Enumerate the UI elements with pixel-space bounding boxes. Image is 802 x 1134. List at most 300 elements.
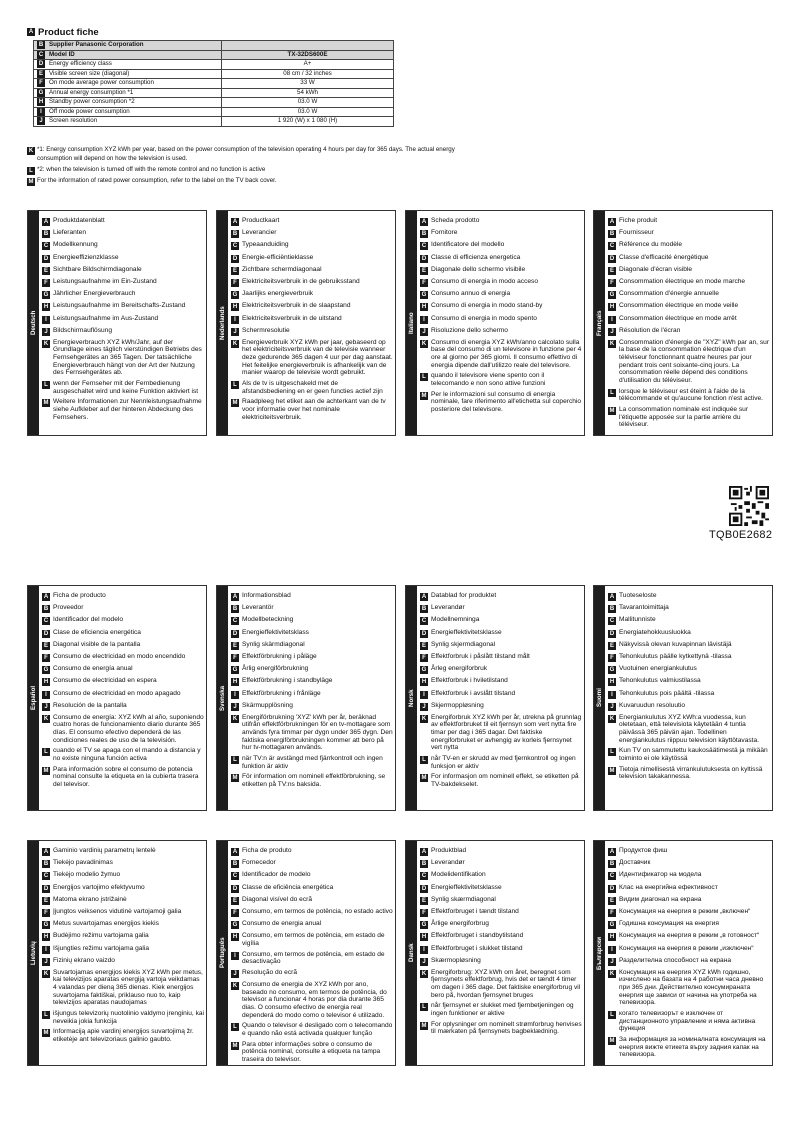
item-badge: F	[42, 279, 50, 287]
item-text: Resolução do ecrã	[242, 969, 297, 977]
item-text: Consumo de electricidad en modo apagado	[53, 689, 181, 697]
fiche-row-value: 03.0 W	[222, 107, 394, 117]
item-badge: F	[231, 909, 239, 917]
fiche-row-value: 54 kWh	[222, 88, 394, 98]
panel-item	[42, 702, 204, 711]
panel-item	[420, 254, 582, 263]
item-text: Årleg energiforbruk	[431, 665, 488, 673]
language-panel	[593, 585, 773, 811]
item-badge: M	[421, 392, 427, 399]
panel-item	[608, 290, 770, 299]
panel-item	[42, 241, 204, 250]
item-text: Годишна консумация на енергия	[619, 920, 719, 928]
item-badge: I	[42, 316, 50, 324]
item-badge: E	[609, 642, 614, 649]
panel-item	[42, 677, 204, 686]
fiche-row	[34, 117, 394, 127]
item-badge: E	[421, 642, 426, 649]
item-badge: J	[42, 328, 50, 336]
item-text: Tiekėjo pavadinimas	[53, 859, 113, 867]
item-badge: B	[43, 606, 49, 613]
panel-item	[42, 616, 204, 625]
fiche-row	[34, 60, 394, 70]
item-badge: H	[43, 934, 49, 941]
row-badge: I	[37, 108, 45, 116]
panel-item	[608, 871, 770, 880]
item-text: Diagonale dello schermo visibile	[431, 265, 526, 273]
item-badge: F	[231, 654, 239, 662]
language-label: Български	[594, 841, 605, 1065]
panel-item	[231, 653, 393, 662]
panel-item	[608, 315, 770, 324]
row-label-text: Model ID	[49, 50, 75, 58]
panel-item	[608, 969, 770, 1007]
item-badge: K	[43, 970, 49, 977]
item-badge: C	[232, 243, 238, 250]
fiche-row-label	[34, 117, 222, 127]
fiche-row	[34, 69, 394, 79]
item-badge: I	[231, 691, 239, 699]
footnote	[27, 166, 265, 175]
item-text: Diagonale d'écran visible	[619, 265, 693, 273]
panel-item	[231, 339, 393, 377]
panel-item	[42, 945, 204, 954]
item-badge: G	[43, 292, 49, 299]
item-text: Ficha de produto	[242, 847, 292, 854]
item-text: Classe d'efficacité énergétique	[619, 253, 709, 261]
panel-item	[420, 896, 582, 905]
fiche-row-value: 03.0 W	[222, 98, 394, 108]
item-badge: H	[609, 304, 615, 311]
language-label: Svenska	[217, 586, 228, 810]
panel-item	[231, 859, 393, 868]
item-badge: L	[231, 756, 239, 764]
item-text: Energiforbruk XYZ kWh per år, utrekna på grunnlag av effektforbruket til eit fjernsyn som vert nytta fire timar per dag i 365 dagar. Det faktiske energiforbruket er avhengig av korleis fjernsynet vert nytta	[431, 713, 582, 752]
item-badge: H	[43, 679, 49, 686]
item-badge: B	[421, 606, 427, 613]
fiche-row	[34, 107, 394, 117]
item-badge: A	[609, 849, 615, 855]
item-badge: E	[609, 897, 614, 904]
item-badge: M	[43, 400, 49, 407]
panel-item	[420, 702, 582, 711]
panel-item	[420, 391, 582, 414]
item-text: Energiatehokkuusluokka	[619, 628, 691, 636]
note-text: *1: Energy consumption XYZ kWh per year, based on the power consumption of the television operating 4 hours per day for 365 days. The actual energy	[37, 146, 455, 153]
panel-item	[42, 884, 204, 893]
language-label: Italiano	[406, 211, 417, 435]
item-badge: F	[42, 909, 50, 917]
item-badge: E	[609, 267, 614, 274]
item-badge: C	[609, 243, 615, 250]
item-text: Kuvaruudun resoluutio	[619, 701, 685, 709]
item-text: Tehonkulutus päälle kytkettynä -tilassa	[619, 652, 732, 660]
panel-item	[231, 702, 393, 711]
item-badge: M	[43, 1030, 49, 1037]
item-text: Weitere Informationen zur Nennleistungsaufnahme siehe Aufkleber auf der hinteren Abdeckung des Fernsehers.	[53, 398, 202, 421]
item-text: Consumo annuo di energia	[431, 290, 511, 298]
panel-item	[231, 604, 393, 613]
item-text: Productkaart	[242, 217, 280, 224]
panel-item	[231, 932, 393, 947]
panel-item	[231, 677, 393, 686]
fiche-row-label	[34, 60, 222, 70]
panel-item	[420, 641, 582, 650]
row-label-text: Standby power consumption *2	[49, 98, 135, 106]
panel-item	[608, 665, 770, 674]
panel-item	[420, 315, 582, 324]
item-text: Modellkennung	[53, 241, 98, 249]
item-text: когато телевизорът е изключен от дистанционното управление и няма активна функция	[619, 1010, 756, 1033]
panel-item	[42, 604, 204, 613]
panel-item	[231, 629, 393, 638]
item-text: Skärmupplösning	[242, 701, 293, 709]
panel-item	[231, 278, 393, 287]
panel-item	[608, 327, 770, 336]
item-text: Energiforbrug: XYZ kWh om året, beregnet som fjernsynets effektforbrug, hvis det er tændt 4 timer om dagen i 365 dage. Det faktiske energiforbrug vil bero på, hvordan fjernsynet bruges	[431, 968, 581, 999]
item-text: Consumo de energía: XYZ kWh al año, suponiendo cuatro horas de funcionamiento diario durante 365 días. El consumo efectivo dependerá de las condiciones reales de uso de la televisión.	[53, 713, 204, 744]
panel-item	[608, 217, 770, 226]
panel-item	[42, 315, 204, 324]
fiche-row	[34, 41, 394, 51]
item-badge: B	[421, 861, 427, 868]
panel-item	[420, 871, 582, 880]
item-badge: F	[608, 654, 616, 662]
item-text: Quando o televisor é desligado com o telecomando e quando não está activada qualquer função	[242, 1022, 393, 1037]
item-badge: I	[608, 691, 616, 699]
item-badge: B	[609, 606, 615, 613]
panel-item	[42, 896, 204, 905]
panel-item	[420, 908, 582, 917]
item-text: Produktblad	[431, 847, 467, 854]
item-text: når fjernsynet er slukket med fjernbetjeningen og ingen funktioner er aktive	[431, 1002, 574, 1018]
item-badge: K	[421, 340, 427, 347]
panel-item	[42, 920, 204, 929]
item-text: Typeaanduiding	[242, 241, 289, 249]
item-badge: I	[42, 946, 50, 954]
language-label: Español	[28, 586, 39, 810]
item-badge: J	[608, 328, 616, 336]
item-badge: B	[43, 231, 49, 238]
item-text: Elektriciteitsverbruik in de slaapstand	[242, 302, 351, 310]
item-badge: K	[232, 983, 238, 990]
panel-item	[608, 241, 770, 250]
item-text: Diagonal visível do ecrã	[242, 895, 313, 903]
item-badge: B	[609, 861, 615, 868]
panel-item	[42, 217, 204, 226]
panel-item	[420, 339, 582, 369]
panel-item	[42, 229, 204, 238]
item-badge: K	[609, 970, 615, 977]
item-text: Identificador del modelo	[53, 616, 124, 624]
item-badge: C	[232, 873, 238, 880]
item-badge: I	[42, 691, 50, 699]
fiche-row-value: 08 cm / 32 inches	[222, 69, 394, 79]
fiche-row-label	[34, 41, 222, 51]
item-text: Para información sobre el consumo de potencia nominal consulte la etiqueta en la cubierta trasera del televisor.	[53, 765, 199, 788]
panel-item	[231, 847, 393, 856]
item-text: Tiekėjo modelio žymuo	[53, 871, 121, 879]
fiche-row-value: 1 920 (W) x 1 080 (H)	[222, 117, 394, 127]
item-text: Proveedor	[53, 604, 84, 612]
language-panel	[27, 585, 207, 811]
item-text: Consumo, em termos de potência, no estado activo	[242, 907, 393, 915]
panel-item	[231, 217, 393, 226]
fiche-row	[34, 50, 394, 60]
item-badge: F	[420, 654, 428, 662]
item-text: Identificador de modelo	[242, 871, 311, 879]
item-text: For informasjon om nominell effekt, se etiketten på TV-bakdekselet.	[431, 773, 579, 788]
panel-item	[608, 920, 770, 929]
item-text: Elektriciteitsverbruik in de uitstand	[242, 314, 342, 322]
item-text: Consommation électrique en mode marche	[619, 277, 746, 285]
note-continuation: consumption will depend on how the television is used.	[37, 155, 188, 162]
item-text: Identificatore del modello	[431, 241, 505, 249]
panel-item	[231, 302, 393, 311]
panel-item	[608, 629, 770, 638]
item-text: Fournisseur	[619, 229, 654, 237]
item-text: Para obter informações sobre o consumo de potência nominal, consulte a etiqueta na tampa traseira do televisor.	[242, 1040, 381, 1063]
fiche-row-label	[34, 107, 222, 117]
item-text: Lieferanten	[53, 229, 86, 237]
fiche-title-text: Product fiche	[38, 27, 99, 38]
item-text: Classe di efficienza energetica	[431, 253, 521, 261]
item-badge: H	[421, 679, 427, 686]
panel-item	[420, 327, 582, 336]
panel-item	[231, 908, 393, 917]
panel-item	[420, 604, 582, 613]
fiche-row-label	[34, 79, 222, 89]
item-badge: D	[421, 255, 427, 262]
panel-item	[608, 1010, 770, 1033]
panel-item	[420, 1021, 582, 1036]
item-text: Energiankulutus XYZ kWh:a vuodessa, kun oletetaan, että televisiota käytetään 4 tuntia päivässä 365 päivän ajan. Todellinen energiankulutus riippuu television käyttötavasta.	[619, 713, 760, 744]
row-label-text: On mode average power consumption	[49, 79, 154, 87]
item-text: Energiförbrukning 'XYZ' kWh per år, beräknad utifrån effektförbrukningen för en tv-mottagare som används fyra timmar per dygn under 365 dygn. Den faktiska energiförbrukningen kommer att bero på hur tv-mottagaren används.	[242, 713, 393, 752]
panel-item	[42, 766, 204, 789]
item-badge: C	[421, 873, 427, 880]
item-badge: A	[43, 594, 49, 600]
panel-item	[608, 747, 770, 762]
item-text: Energie-efficiëntieklasse	[242, 253, 314, 261]
item-badge: E	[232, 897, 237, 904]
item-badge: B	[232, 231, 238, 238]
item-text: For oplysninger om nominelt strømforbrug henvises til mærkaten på fjernsynets bagbeklædning.	[431, 1020, 582, 1036]
item-text: Scheda prodotto	[431, 217, 480, 224]
item-text: Консумация на енергия в режим „изключен“	[619, 944, 754, 952]
item-text: Skjermoppløsning	[431, 701, 484, 709]
panel-item	[608, 266, 770, 275]
item-badge: L	[42, 748, 50, 756]
item-badge: D	[232, 885, 238, 892]
panel-item	[608, 406, 770, 429]
panel-item	[420, 920, 582, 929]
panel-item	[420, 884, 582, 893]
panel-item	[608, 690, 770, 699]
panel-item	[42, 714, 204, 744]
item-badge: G	[232, 292, 238, 299]
item-text: Als de tv is uitgeschakeld met de afstandsbediening en er geen functies actief zijn	[242, 380, 383, 395]
panel-item	[42, 969, 204, 1007]
item-badge: A	[421, 219, 427, 225]
item-badge: M	[421, 1022, 427, 1029]
panel-item	[420, 290, 582, 299]
item-text: Classe de eficiência energética	[242, 883, 334, 891]
item-badge: L	[42, 381, 50, 389]
item-badge: C	[421, 243, 427, 250]
panel-item	[608, 653, 770, 662]
language-panel	[27, 210, 207, 436]
row-label-text: Visible screen size (diagonal)	[49, 69, 130, 77]
item-badge: M	[232, 400, 238, 407]
fiche-row	[34, 98, 394, 108]
panel-item	[42, 339, 204, 377]
item-badge: L	[420, 373, 428, 381]
item-text: Tehonkulutus valmiustilassa	[619, 677, 701, 685]
item-text: Продуктов фиш	[619, 847, 668, 854]
item-text: Energieffektivitetsklasse	[431, 883, 502, 891]
item-badge: J	[42, 703, 50, 711]
language-label: Deutsch	[28, 211, 39, 435]
item-text: За информация за номиналната консумация на енергия вижте етикета върху задния капак на телевизора.	[619, 1036, 766, 1059]
item-badge: H	[232, 934, 238, 941]
item-text: Išjungties režimu vartojama galia	[53, 944, 150, 952]
item-text: Effektforbruget i standbytilstand	[431, 932, 524, 940]
item-text: Leverantör	[242, 604, 274, 612]
item-text: Effektforbruk i hviletilstand	[431, 677, 508, 685]
row-label-text: Off mode power consumption	[49, 107, 130, 115]
item-badge: L	[42, 1011, 50, 1019]
item-badge: H	[232, 304, 238, 311]
panel-item	[420, 302, 582, 311]
panel-item	[231, 871, 393, 880]
item-badge: H	[421, 304, 427, 311]
item-badge: A	[421, 594, 427, 600]
item-text: Tehonkulutus pois päältä -tilassa	[619, 689, 715, 697]
item-badge: C	[421, 618, 427, 625]
qr-code-icon	[729, 486, 769, 526]
item-badge: C	[609, 618, 615, 625]
fiche-row-label	[34, 50, 222, 60]
item-badge: I	[231, 316, 239, 324]
item-text: Resolución de la pantalla	[53, 701, 127, 709]
item-badge: L	[420, 1003, 428, 1011]
item-text: För information om nominell effektförbrukning, se etiketten på TV:ns baksida.	[242, 773, 386, 788]
item-badge: F	[231, 279, 239, 287]
panel-item	[420, 217, 582, 226]
item-text: Consumo di energia in modo stand-by	[431, 302, 543, 310]
language-panel	[405, 585, 585, 811]
item-text: Per le informazioni sul consumo di energia nominale, fare riferimento all'etichetta sul coperchio posteriore del televisore.	[431, 390, 582, 413]
item-badge: M	[609, 767, 615, 774]
panel-item	[608, 641, 770, 650]
panel-item	[608, 592, 770, 601]
panel-item	[231, 1022, 393, 1037]
panel-item	[608, 847, 770, 856]
panel-item	[420, 969, 582, 999]
language-label: Français	[594, 211, 605, 435]
panel-item	[608, 884, 770, 893]
item-text: Consumo, em termos de potência, em estado de desactivação	[242, 950, 385, 966]
panel-item	[420, 616, 582, 625]
item-badge: C	[43, 243, 49, 250]
panel-item	[42, 932, 204, 941]
fiche-row-value	[222, 41, 394, 51]
panel-item	[608, 278, 770, 287]
item-text: wenn der Fernseher mit der Fernbedienung ausgeschaltet wird und keine Funktion aktiviert ist	[53, 380, 199, 395]
item-badge: D	[43, 255, 49, 262]
panel-item	[608, 957, 770, 966]
item-badge: J	[231, 328, 239, 336]
panel-item	[231, 229, 393, 238]
item-text: Modellnemninga	[431, 616, 480, 624]
row-badge: F	[37, 79, 45, 87]
item-badge: B	[232, 861, 238, 868]
language-label: Nederlands	[217, 211, 228, 435]
item-text: när TV:n är avstängd med fjärrkontroll och ingen funktion är aktiv	[242, 755, 383, 770]
panel-item	[608, 908, 770, 917]
note-badge: K	[28, 148, 34, 154]
language-panel	[593, 840, 773, 1066]
panel-item	[42, 398, 204, 421]
panel-item	[42, 653, 204, 662]
item-text: Разделителна способност на екрана	[619, 956, 731, 964]
panel-item	[231, 714, 393, 752]
item-text: Effektforbruk i avslått tilstand	[431, 689, 516, 697]
item-badge: D	[43, 885, 49, 892]
item-text: Leistungsaufnahme im Bereitschafts-Zustand	[53, 302, 186, 310]
fiche-row-label	[34, 88, 222, 98]
panel-item	[42, 747, 204, 762]
panel-item	[231, 327, 393, 336]
item-text: Risoluzione dello schermo	[431, 326, 508, 334]
item-text: Effektförbrukning i påläge	[242, 652, 317, 660]
note-badge: L	[27, 167, 35, 175]
item-badge: C	[43, 873, 49, 880]
item-badge: L	[608, 389, 616, 397]
panel-item	[420, 677, 582, 686]
item-badge: J	[608, 958, 616, 966]
item-text: Energijos vartojimo efektyvumo	[53, 883, 145, 891]
panel-item	[420, 714, 582, 752]
panel-item	[420, 847, 582, 856]
item-text: Клас на енергийна ефективност	[619, 883, 718, 891]
item-text: Matoma ekrano įstrižainė	[53, 895, 127, 903]
item-text: Elektriciteitsverbruik in de gebruiksstand	[242, 277, 360, 285]
fiche-row-value: 33 W	[222, 79, 394, 89]
row-badge: H	[38, 99, 44, 106]
panel-item	[420, 957, 582, 966]
panel-item	[608, 302, 770, 311]
item-badge: K	[609, 715, 615, 722]
panel-item	[42, 254, 204, 263]
item-badge: K	[421, 715, 427, 722]
item-text: Schermresolutie	[242, 326, 290, 334]
item-text: Идентификатор на модела	[619, 871, 702, 879]
item-badge: K	[421, 970, 427, 977]
item-text: Consommation d'énergie de "XYZ" kWh par an, sur la base de la consommation électrique d'un téléviseur fonctionnant quatre heures par jour pendant trois cent soixante-cinq jours. La consommation réelle dépend des conditions d'utilisation du téléviseur.	[619, 338, 769, 384]
item-badge: E	[421, 897, 426, 904]
row-label-text: Annual energy consumption *1	[49, 88, 134, 96]
item-badge: I	[608, 316, 616, 324]
panel-item	[42, 1010, 204, 1025]
item-badge: J	[608, 703, 616, 711]
panel-item	[420, 773, 582, 788]
panel-item	[608, 616, 770, 625]
panel-item	[231, 884, 393, 893]
panel-item	[42, 957, 204, 966]
row-label-text: Supplier Panasonic Corporation	[49, 41, 144, 49]
